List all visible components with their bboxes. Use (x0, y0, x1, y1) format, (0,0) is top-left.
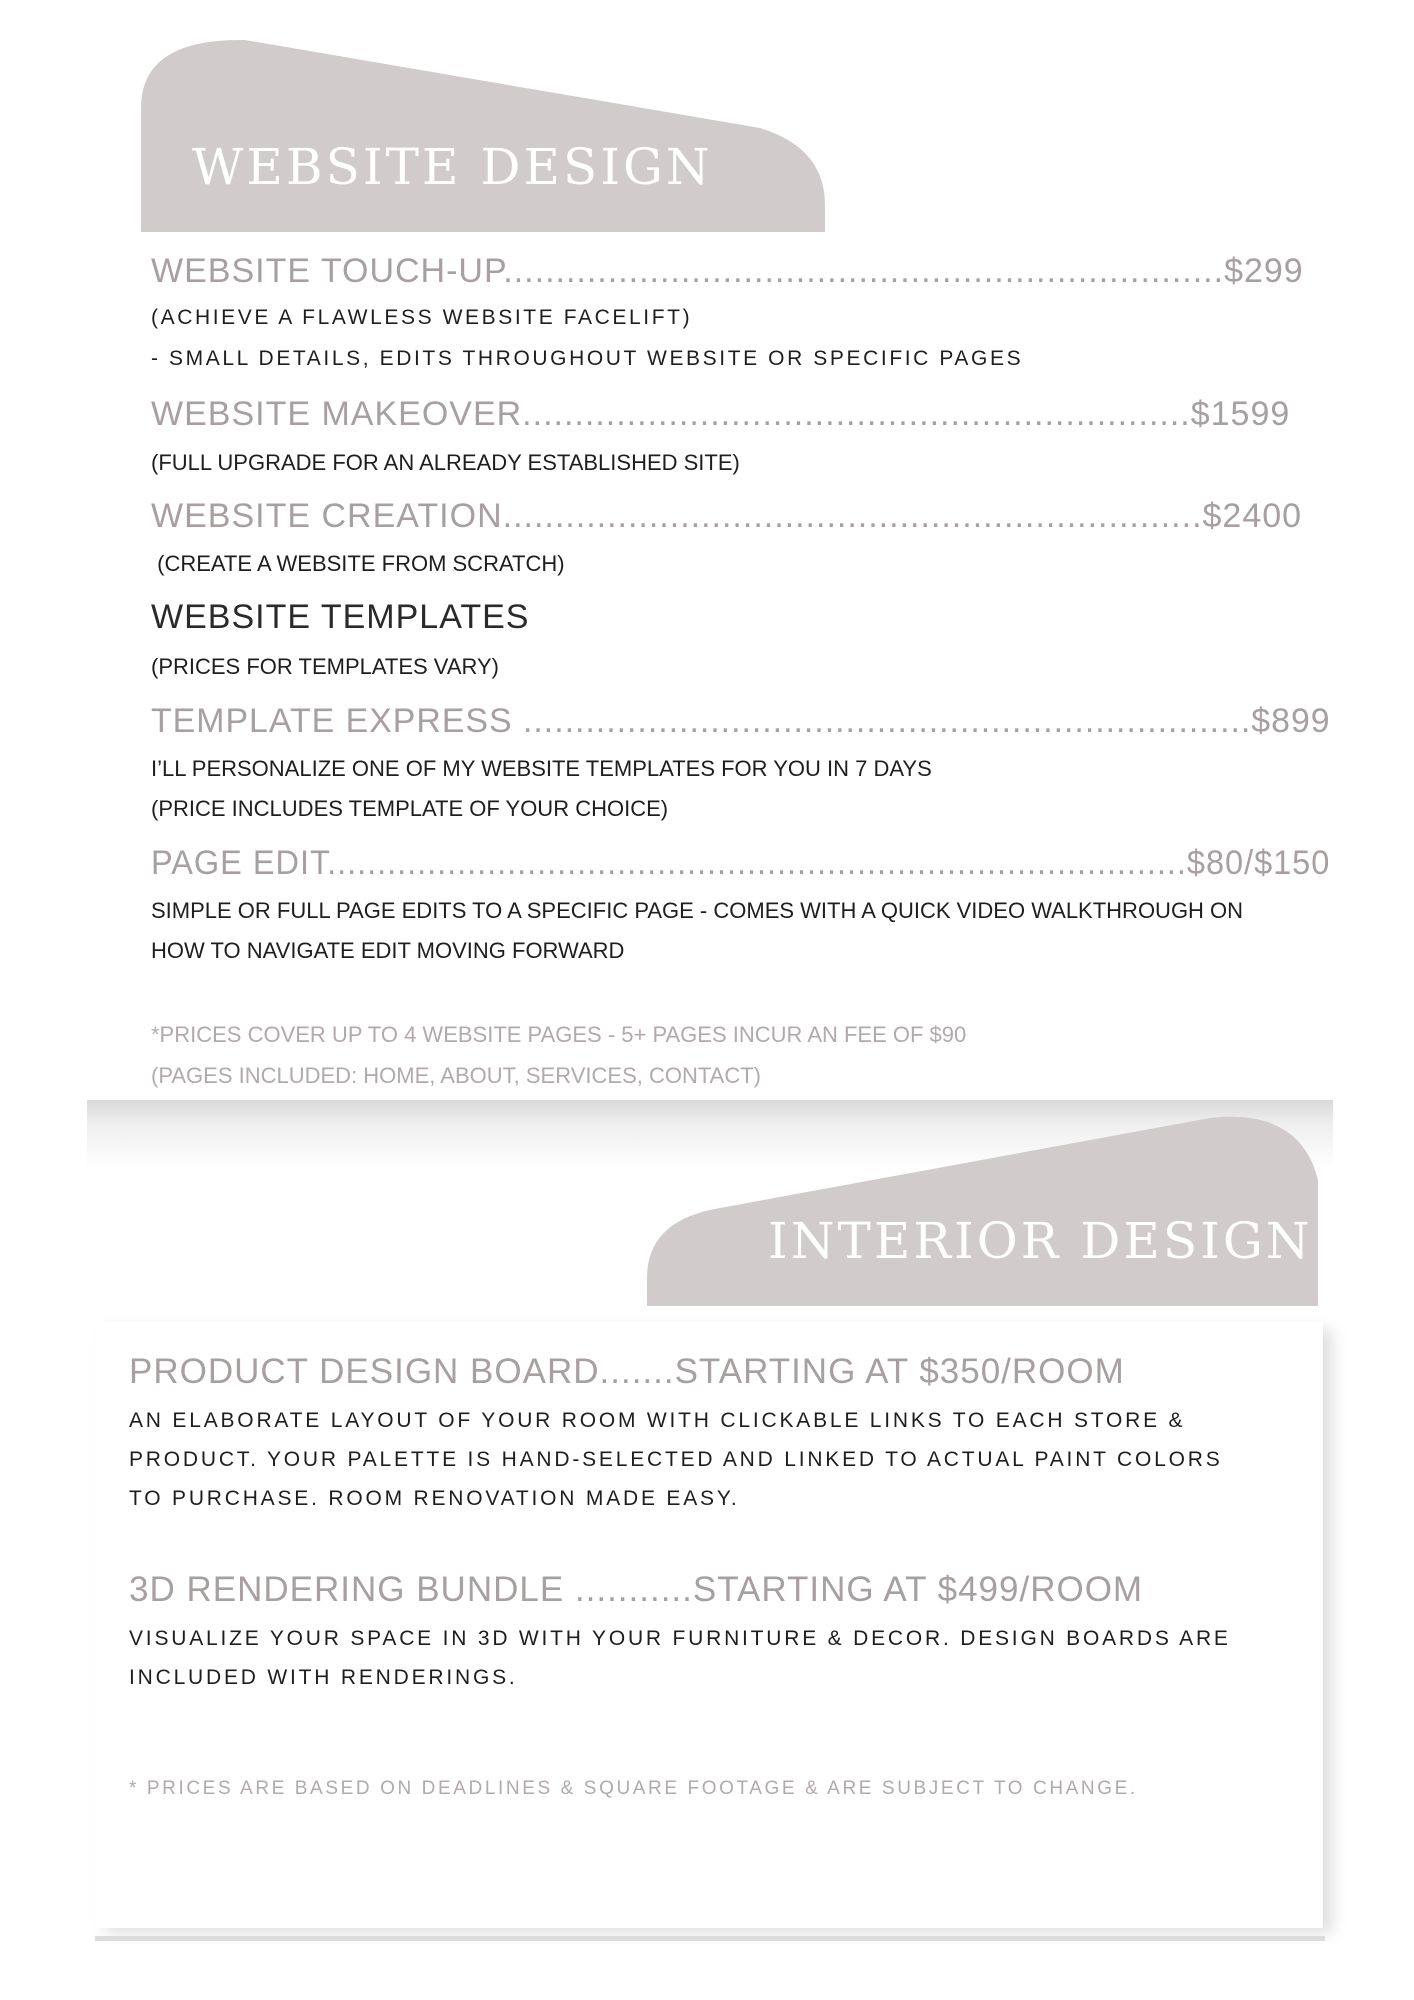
service-detail: (ACHIEVE A FLAWLESS WEBSITE FACELIFT) (151, 306, 693, 329)
website-banner-shape (141, 40, 825, 232)
service-line-templates: WEBSITE TEMPLATES (151, 598, 530, 636)
website-section-title: WEBSITE DESIGN (192, 138, 713, 196)
website-note: (PAGES INCLUDED: HOME, ABOUT, SERVICES, CONTACT) (151, 1063, 761, 1088)
body-line: AN ELABORATE LAYOUT OF YOUR ROOM WITH CLICKABLE LINKS TO EACH STORE & (129, 1409, 1186, 1432)
service-line-makeover: WEBSITE MAKEOVER................................................................$1599 (151, 395, 1291, 433)
service-detail: - SMALL DETAILS, EDITS THROUGHOUT WEBSITE OR SPECIFIC PAGES (151, 347, 1024, 370)
service-detail: (CREATE A WEBSITE FROM SCRATCH) (151, 551, 565, 576)
service-line-page-edit: PAGE EDIT......................................................................................$80/$150 (151, 844, 1331, 882)
body-line: TO PURCHASE. ROOM RENOVATION MADE EASY. (129, 1487, 740, 1510)
service-line-touch-up: WEBSITE TOUCH-UP.....................................................................$299 (151, 252, 1304, 290)
body-line: INCLUDED WITH RENDERINGS. (129, 1666, 518, 1689)
service-body (129, 1619, 1289, 1697)
service-line-creation: WEBSITE CREATION...................................................................$2400 (151, 497, 1303, 535)
service-line-template-express: TEMPLATE EXPRESS ......................................................................$899 (151, 702, 1331, 740)
service-detail: SIMPLE OR FULL PAGE EDITS TO A SPECIFIC PAGE - COMES WITH A QUICK VIDEO WALKTHROUGH ON (151, 898, 1244, 923)
website-note: *PRICES COVER UP TO 4 WEBSITE PAGES - 5+ PAGES INCUR AN FEE OF $90 (151, 1022, 967, 1047)
service-line-3d-rendering: 3D RENDERING BUNDLE ...........STARTING AT $499/ROOM (129, 1570, 1144, 1609)
interior-section-title: INTERIOR DESIGN (768, 1212, 1313, 1270)
body-line: PRODUCT. YOUR PALETTE IS HAND-SELECTED AND LINKED TO ACTUAL PAINT COLORS (129, 1448, 1223, 1471)
service-body (129, 1401, 1289, 1518)
service-detail: (PRICE INCLUDES TEMPLATE OF YOUR CHOICE) (151, 796, 669, 821)
service-detail: I’LL PERSONALIZE ONE OF MY WEBSITE TEMPLATES FOR YOU IN 7 DAYS (151, 756, 932, 781)
service-detail: HOW TO NAVIGATE EDIT MOVING FORWARD (151, 938, 625, 963)
body-line: VISUALIZE YOUR SPACE IN 3D WITH YOUR FURNITURE & DECOR. DESIGN BOARDS ARE (129, 1627, 1231, 1650)
interior-footnote: * PRICES ARE BASED ON DEADLINES & SQUARE FOOTAGE & ARE SUBJECT TO CHANGE. (129, 1778, 1138, 1799)
service-detail: (FULL UPGRADE FOR AN ALREADY ESTABLISHED SITE) (151, 450, 740, 475)
service-line-product-design-board: PRODUCT DESIGN BOARD.......STARTING AT $350/ROOM (129, 1352, 1125, 1391)
service-detail: (PRICES FOR TEMPLATES VARY) (151, 654, 499, 679)
